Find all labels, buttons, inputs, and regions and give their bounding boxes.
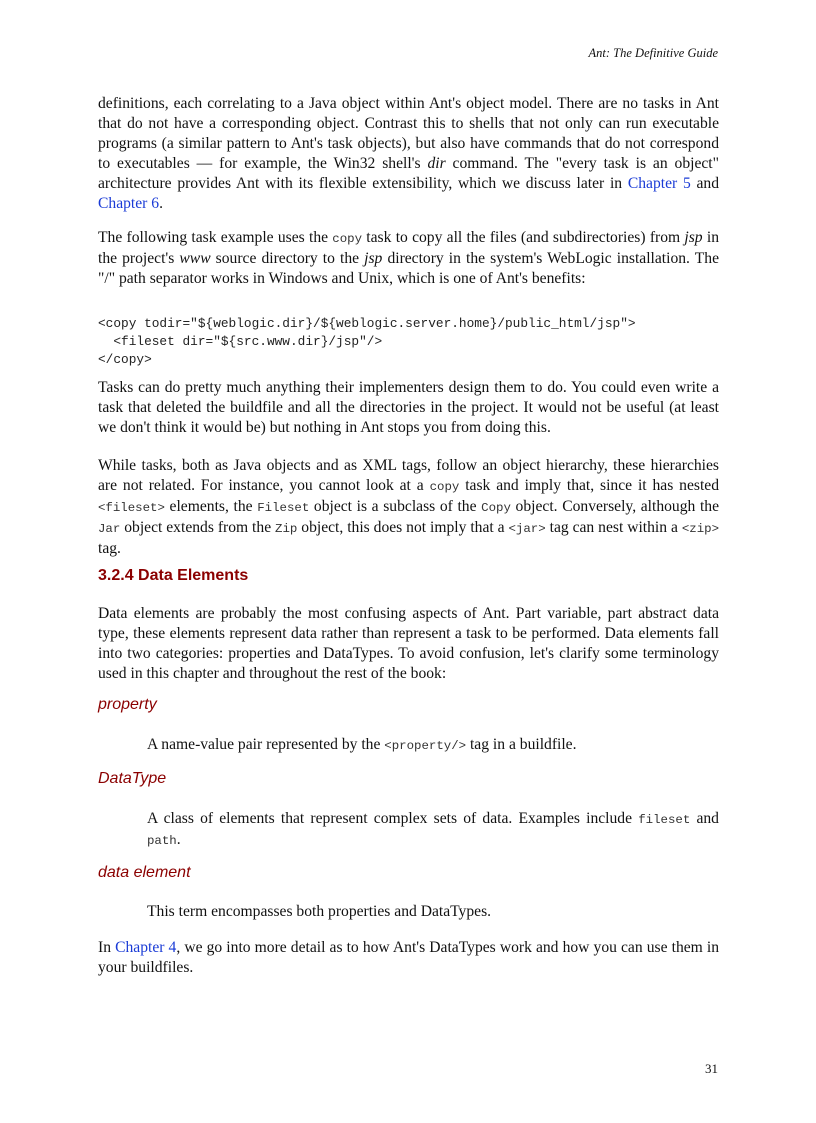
page-number: 31 <box>705 1061 718 1076</box>
paragraph-copy-example: The following task example uses the copy task to copy all the files (and subdirectories) from jsp in the project's www source directory to the jsp directory in the system's WebLogic installation. The "/" path separator works in Windows and Unix, which is one of Ant's benefits: <box>98 229 719 287</box>
link-chapter-5[interactable]: Chapter 5 <box>627 175 691 192</box>
dir-command: dir <box>427 155 446 172</box>
inline-code-copy: copy <box>332 232 363 246</box>
definition-data-element: This term encompasses both properties and DataTypes. <box>147 903 492 920</box>
code-line: </copy> <box>98 352 152 367</box>
term-datatype: DataType <box>98 770 167 787</box>
paragraph-hierarchy: While tasks, both as Java objects and as XML tags, follow an object hierarchy, these hierarchies are not related. For instance, you cannot look at a copy task and imply that, since it has nested <fileset> elements, the Fileset object is a subclass of the Copy object. Conversely, although the Jar object extends from the Zip object, this does not imply that a <jar> tag can nest within a <zip> tag. <box>98 457 720 557</box>
term-data-element: data element <box>98 864 191 881</box>
paragraph-chapter-4: In Chapter 4, we go into more detail as to how Ant's DataTypes work and how you can use them in your buildfiles. <box>98 939 720 976</box>
definition-datatype: A class of elements that represent complex sets of data. Examples include fileset and path. <box>147 810 719 848</box>
term-property: property <box>98 696 157 713</box>
code-block <box>98 315 738 369</box>
paragraph-tasks: Tasks can do pretty much anything their implementers design them to do. You could even write a task that deleted the buildfile and all the directories in the project. It would not be useful (at least we don't think it would be) but nothing in Ant stops you from doing this. <box>98 379 719 436</box>
running-header: Ant: The Definitive Guide <box>588 46 718 60</box>
code-line: <copy todir="${weblogic.dir}/${weblogic.server.home}/public_html/jsp"> <box>98 316 636 331</box>
paragraph-object-model: definitions, each correlating to a Java object within Ant's object model. There are no tasks in Ant that do not have a corresponding object. Contrast this to shells that not only can run executable programs (a similar pattern to Ant's task objects), but also have commands that do not correspond to executables — for example, the Win32 shell's dir command. The "every task is an object" architecture provides Ant with its flexible extensibility, which we discuss later in Chapter 5 and Chapter 6. <box>98 95 719 212</box>
link-chapter-4[interactable]: Chapter 4 <box>115 939 177 956</box>
section-heading: 3.2.4 Data Elements <box>98 567 249 584</box>
code-line: <fileset dir="${src.www.dir}/jsp"/> <box>98 334 383 349</box>
link-chapter-6[interactable]: Chapter 6 <box>98 195 160 212</box>
paragraph-data-elements: Data elements are probably the most confusing aspects of Ant. Part variable, part abstract data type, these elements represent data rather than represent a task to be performed. Data elements fall into two categories: properties and DataTypes. To avoid confusion, let's clarify some terminology used in this chapter and throughout the rest of the book: <box>98 605 719 682</box>
definition-property: A name-value pair represented by the <property/> tag in a buildfile. <box>147 736 577 753</box>
